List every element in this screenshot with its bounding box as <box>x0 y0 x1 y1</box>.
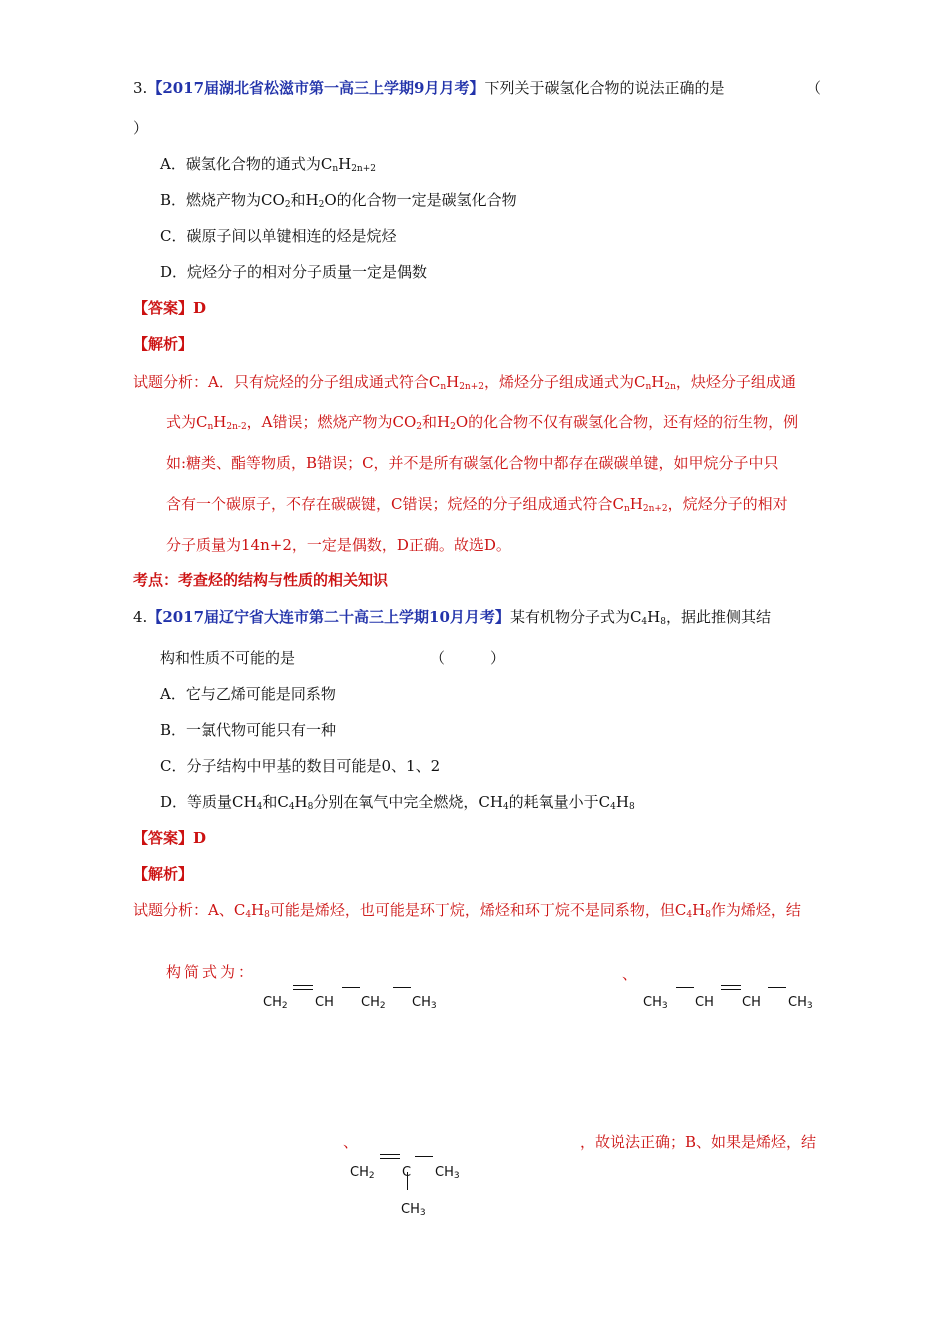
q4-option-d <box>160 792 635 812</box>
struct3-atom-1: $CH_2$ <box>350 1165 375 1181</box>
q3-option-b <box>160 190 517 210</box>
q4-number: 4. <box>133 608 148 626</box>
text: 试题分析：A．只有烷烃的分子组成通式符合C <box>133 373 441 391</box>
text: O的化合物不仅有碳氢化合物，还有烃的衍生物，例 <box>455 413 799 431</box>
text: H <box>213 413 227 431</box>
q3-analysis-line3: 如:糖类、酯等物质，B错误；C，并不是所有碳氢化合物中都存在碳碳单键，如甲烷分子中只 <box>166 454 779 472</box>
q3-analysis-line5: 分子质量为14n+2，一定是偶数，D正确。故选D。 <box>166 536 511 554</box>
subscript: 3 <box>430 1001 437 1011</box>
text: ，烷烃分子的相对 <box>667 495 788 513</box>
text: 分别在氧气中完全燃烧，CH <box>313 793 503 811</box>
struct2-atom-4: $CH_3$ <box>788 995 813 1011</box>
text: 可能是烯烃，也可能是环丁烷，烯烃和环丁烷不是同系物，但C <box>269 901 687 919</box>
single-bond <box>676 987 694 988</box>
struct2-atom-3: CH <box>742 995 761 1010</box>
q3-paren-open: （ <box>806 79 822 97</box>
q3-option-c: C．碳原子间以单键相连的烃是烷烃 <box>160 227 397 245</box>
subscript: 8 <box>705 910 711 920</box>
subscript: 8 <box>628 802 635 812</box>
q4-answer: 【答案】D <box>133 829 207 847</box>
subscript: n <box>207 422 214 432</box>
q4-option-b: B．一氯代物可能只有一种 <box>160 721 337 739</box>
q3-answer: 【答案】D <box>133 299 207 317</box>
q4-separator-2: 、 <box>343 1133 359 1151</box>
struct1-atom-3: $CH_2$ <box>361 995 386 1011</box>
text: H <box>692 901 706 919</box>
subscript: 2 <box>318 200 325 210</box>
text: 和C <box>262 793 289 811</box>
text: H <box>294 793 308 811</box>
q3-option-b-text2: 和H <box>290 191 319 209</box>
subscript: 4 <box>245 910 252 920</box>
subscript: 2n+2 <box>642 504 668 514</box>
q3-option-a-text: A．碳氢化合物的通式为C <box>160 155 333 173</box>
subscript: 2 <box>284 200 291 210</box>
subscript: 8 <box>307 802 314 812</box>
text: H <box>629 495 643 513</box>
text: H <box>446 373 460 391</box>
subscript: 2 <box>368 1171 375 1181</box>
text: 含有一个碳原子，不存在碳碳键，C错误；烷烃的分子组成通式符合C <box>166 495 624 513</box>
q3-analysis-line2 <box>166 412 798 432</box>
subscript: 3 <box>419 1208 426 1218</box>
subscript: 3 <box>453 1171 460 1181</box>
struct3-atom-3: $CH_3$ <box>435 1165 460 1181</box>
struct1-atom-4: $CH_3$ <box>412 995 437 1011</box>
text: H <box>251 901 265 919</box>
subscript: 3 <box>806 1001 813 1011</box>
subscript: 8 <box>660 617 666 627</box>
q3-analysis-line1 <box>133 372 796 392</box>
struct3-atom-2: C <box>402 1165 412 1180</box>
subscript: 3 <box>661 1001 668 1011</box>
q3-paren-close: ） <box>133 119 149 137</box>
q4-stem: 某有机物分子式为C <box>509 608 642 626</box>
q3-option-d: D．烷烃分子的相对分子质量一定是偶数 <box>160 263 428 281</box>
single-bond <box>415 1156 433 1157</box>
q3-analysis-title: 【解析】 <box>133 335 194 353</box>
q3-source: 【2017届湖北省松滋市第一高三上学期9月月考】 <box>147 79 485 97</box>
struct3-atom-4: $CH_3$ <box>401 1202 426 1218</box>
subscript: 4 <box>641 617 648 627</box>
text: 作为烯烃，结 <box>710 901 801 919</box>
subscript: n <box>440 382 447 392</box>
text: 的耗氧量小于C <box>508 793 611 811</box>
subscript: 4 <box>686 910 693 920</box>
subscript: 4 <box>502 802 509 812</box>
double-bond <box>293 985 313 990</box>
struct1-atom-2: CH <box>315 995 334 1010</box>
q4-separator-1: 、 <box>622 965 638 983</box>
q4-analysis-line2: 构简式为： <box>166 963 257 981</box>
q4-stem-line2: 构和性质不可能的是 <box>160 649 296 667</box>
single-bond <box>393 987 411 988</box>
q3-option-a-mid: H <box>338 155 352 173</box>
subscript: 2n+2 <box>459 382 484 392</box>
double-bond <box>721 985 741 990</box>
text: H <box>647 608 661 626</box>
text: ，烯烃分子组成通式为C <box>484 373 646 391</box>
text: 式为C <box>166 413 208 431</box>
subscript: n <box>623 504 630 514</box>
text: ，A错误；燃烧产物为CO <box>246 413 417 431</box>
subscript: 2 <box>450 422 456 432</box>
vertical-bond <box>407 1172 408 1190</box>
text: H <box>615 793 629 811</box>
subscript: 2 <box>379 1001 386 1011</box>
q4-source: 【2017届辽宁省大连市第二十高三上学期10月月考】 <box>147 608 510 626</box>
text: 试题分析：A、C <box>133 901 246 919</box>
q4-analysis-title: 【解析】 <box>133 865 194 883</box>
text: ，据此推侧其结 <box>665 608 771 626</box>
subscript: 2 <box>416 422 423 432</box>
subscript: 8 <box>264 910 270 920</box>
subscript: 4 <box>256 802 263 812</box>
q3-header <box>133 78 725 98</box>
subscript: 2n+2 <box>351 164 376 174</box>
q3-option-b-text3: O的化合物一定是碳氢化合物 <box>324 191 517 209</box>
q4-option-c: C．分子结构中甲基的数目可能是0、1、2 <box>160 757 441 775</box>
q4-option-a: A．它与乙烯可能是同系物 <box>160 685 336 703</box>
single-bond <box>342 987 360 988</box>
subscript: 4 <box>610 802 616 812</box>
subscript: n <box>645 382 652 392</box>
q4-analysis-line3: ，故说法正确；B、如果是烯烃，结 <box>580 1133 817 1151</box>
subscript: 2n-2 <box>226 422 247 432</box>
q3-option-b-text: B．燃烧产物为CO <box>160 191 285 209</box>
q3-number: 3. <box>133 79 148 97</box>
q4-analysis-line1 <box>133 900 801 920</box>
text: 和H <box>422 413 451 431</box>
q4-paren: （ ） <box>430 649 506 667</box>
struct2-atom-1: $CH_3$ <box>643 995 668 1011</box>
q4-header <box>133 607 771 627</box>
subscript: 4 <box>288 802 295 812</box>
struct1-atom-1: $CH_2$ <box>263 995 288 1011</box>
double-bond <box>380 1154 400 1159</box>
single-bond <box>768 987 786 988</box>
q3-kaodian: 考点：考查烃的结构与性质的相关知识 <box>133 571 389 589</box>
subscript: n <box>332 164 339 174</box>
text: D．等质量CH <box>160 793 257 811</box>
text: H <box>651 373 665 391</box>
q3-stem: 下列关于碳氢化合物的说法正确的是 <box>484 79 725 97</box>
struct2-atom-2: CH <box>695 995 714 1010</box>
q3-analysis-line4 <box>166 494 788 514</box>
text: ，炔烃分子组成通 <box>675 373 796 391</box>
q3-option-a <box>160 154 376 174</box>
subscript: 2 <box>281 1001 288 1011</box>
subscript: 2n <box>664 382 676 392</box>
